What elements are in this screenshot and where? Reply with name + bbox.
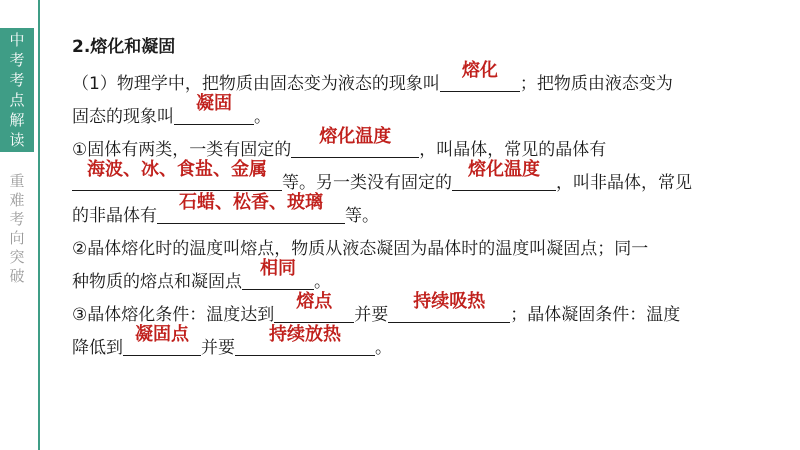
answer-blank xyxy=(388,291,510,323)
answer-text: 凝固 xyxy=(196,93,232,114)
answer-text: 海波、冰、食盐、金属 xyxy=(87,159,267,180)
answer-text: 熔化温度 xyxy=(468,159,540,180)
answer-text: 熔化温度 xyxy=(319,126,392,147)
sidebar xyxy=(0,0,34,450)
tab-char: 考 xyxy=(9,71,25,89)
text-segment: ③晶体熔化条件：温度达到 xyxy=(72,305,275,325)
section-title: 2.熔化和凝固 xyxy=(72,37,176,57)
sidebar-divider xyxy=(38,0,40,450)
answer-text: 凝固点 xyxy=(135,324,189,345)
text-segment: 降低到 xyxy=(72,338,123,358)
tab-char: 解 xyxy=(9,111,25,129)
text-segment: ，叫非晶体，常见 xyxy=(556,173,692,193)
answer-text: 熔化 xyxy=(461,60,498,81)
slide-content xyxy=(72,34,772,365)
tab-char: 点 xyxy=(9,91,25,109)
text-segment: ②晶体熔化时的温度叫熔点，物质从液态凝固为晶体时的温度叫凝固点；同一 xyxy=(72,239,649,259)
answer-blank xyxy=(440,60,520,92)
answer-text: 持续放热 xyxy=(269,324,341,345)
tab-char: 考 xyxy=(9,51,25,69)
text-line xyxy=(72,324,772,365)
answer-blank xyxy=(452,159,556,191)
text-line xyxy=(72,192,772,233)
text-segment: ；把物质由液态变为 xyxy=(519,74,673,94)
text-segment: 的非晶体有 xyxy=(72,206,157,226)
text-segment: ①固体有两类，一类有固定的 xyxy=(72,140,292,160)
text-segment: 。 xyxy=(254,107,271,127)
text-segment: 并要 xyxy=(354,305,389,325)
tab-char: 向 xyxy=(9,229,25,247)
text-segment: 。 xyxy=(314,272,331,292)
answer-blank xyxy=(72,159,282,191)
tab-exam-points[interactable] xyxy=(0,28,34,152)
tab-key-difficulties[interactable] xyxy=(0,170,34,288)
answer-blank xyxy=(157,192,345,224)
answer-blank xyxy=(174,93,254,125)
tab-char: 难 xyxy=(9,191,25,209)
text-segment: 并要 xyxy=(201,338,235,358)
tab-char: 破 xyxy=(9,267,25,285)
answer-text: 相同 xyxy=(260,258,296,279)
text-segment: 种物质的熔点和凝固点 xyxy=(72,272,242,292)
tab-char: 突 xyxy=(9,248,25,266)
answer-text: 石蜡、松香、玻璃 xyxy=(179,192,323,213)
tab-char: 重 xyxy=(9,172,25,190)
answer-blank xyxy=(291,126,419,158)
text-segment: ，叫晶体，常见的晶体有 xyxy=(419,140,607,160)
answer-blank xyxy=(242,258,314,290)
text-segment: 等。 xyxy=(345,206,379,226)
answer-blank xyxy=(274,291,354,323)
tab-char: 考 xyxy=(9,210,25,228)
answer-blank xyxy=(123,324,201,356)
answer-blank xyxy=(235,324,375,356)
text-line xyxy=(72,93,772,134)
tab-char: 读 xyxy=(9,131,25,149)
tab-char: 中 xyxy=(9,31,25,49)
answer-text: 持续吸热 xyxy=(413,291,486,312)
text-segment: ；晶体凝固条件：温度 xyxy=(510,305,681,325)
text-segment: 。 xyxy=(375,338,392,358)
text-segment: （1）物理学中，把物质由固态变为液态的现象叫 xyxy=(72,74,440,94)
text-segment: 固态的现象叫 xyxy=(72,107,174,127)
text-segment: 等。另一类没有固定的 xyxy=(282,173,452,193)
answer-text: 熔点 xyxy=(296,291,333,312)
text-line xyxy=(72,233,772,266)
